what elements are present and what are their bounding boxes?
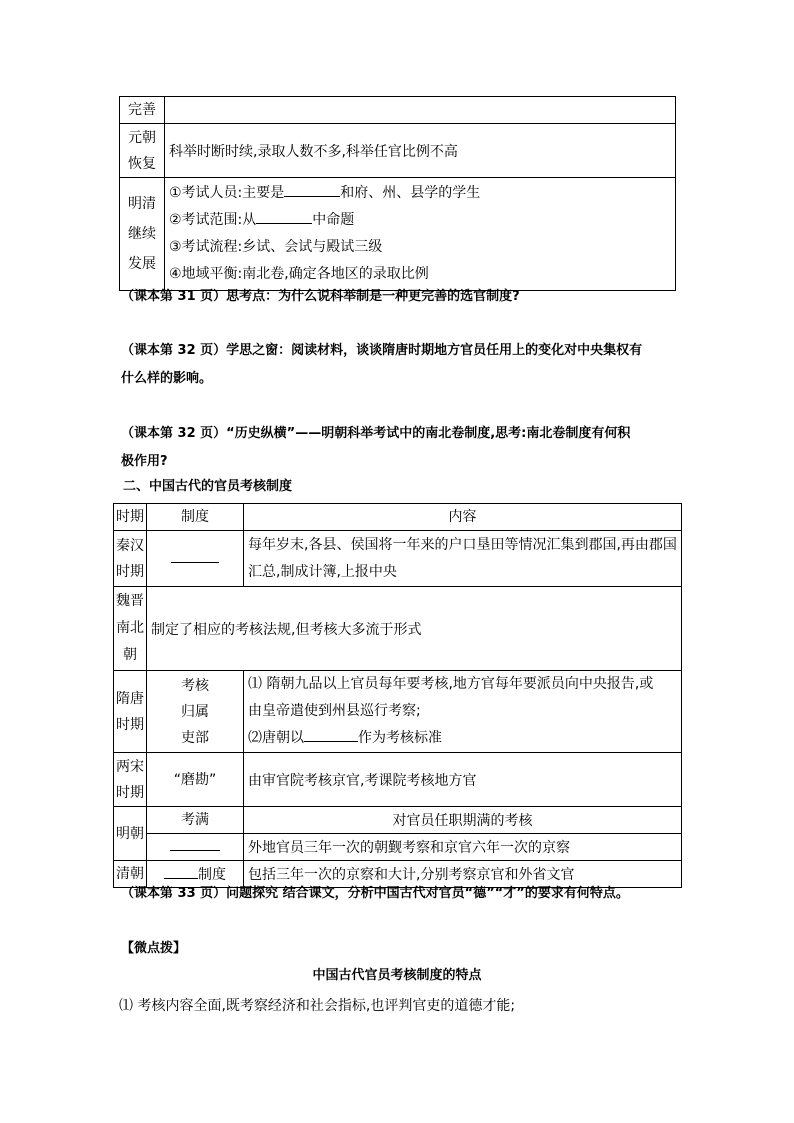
label-line: 恢复	[128, 155, 156, 172]
row-label-mingqing	[120, 178, 165, 291]
content-line	[169, 180, 675, 207]
label-line: 魏晋	[116, 593, 144, 609]
content-weijin: 制定了相应的考核法规,但考核大多流于形式	[147, 587, 682, 671]
content-line: ③考试流程:乡试、会试与殿试三级	[169, 239, 383, 255]
row-label-yuan	[120, 124, 165, 178]
text: 制度	[198, 867, 226, 883]
label-line: 秦汉	[116, 537, 144, 554]
label-line: 隋唐	[116, 690, 144, 707]
content-qing: 包括三年一次的京察和大计,分别考察京官和外省文官	[244, 861, 682, 888]
fill-blank[interactable]	[284, 195, 340, 197]
period-qing: 清朝	[114, 861, 147, 888]
label-line: 吏部	[181, 729, 209, 746]
text: ⑵唐朝以	[248, 730, 304, 746]
period-liangsong	[114, 753, 147, 807]
content-line: 每年岁末,各县、侯国将一年来的户口垦田等情况汇集到郡国,再由郡国	[248, 536, 677, 553]
content-ming-2: 外地官员三年一次的朝觐考察和京官六年一次的京察	[244, 834, 682, 861]
question-4: （课本第 33 页）问题探究 结合课文，分析中国古代对官员“德”“才”的要求有何特点。	[121, 886, 629, 901]
system-ming-1: 考满	[147, 807, 244, 834]
fill-blank[interactable]	[164, 877, 198, 879]
label-line: 两宋	[116, 758, 144, 775]
period-qinhan	[114, 531, 147, 587]
content-line: 由皇帝遣使到州县巡行考察;	[248, 703, 421, 719]
question-3	[121, 420, 630, 476]
tip-title: 【微点拨】	[121, 941, 187, 956]
label-line: 发展	[128, 256, 156, 272]
header-content: 内容	[244, 504, 682, 531]
fill-blank[interactable]	[170, 849, 220, 851]
label-line: 元朝	[128, 129, 156, 146]
content-ming-1: 对官员任职期满的考核	[244, 807, 682, 834]
tip-heading: 中国古代官员考核制度的特点	[312, 968, 482, 983]
system-qinhan	[147, 531, 244, 587]
header-system: 制度	[147, 504, 244, 531]
label-line: 朝	[123, 647, 137, 663]
tip-line-1: ⑴ 考核内容全面,既考察经济和社会指标,也评判官吏的道德才能;	[119, 998, 516, 1014]
text: 和府、州、县学的学生	[340, 185, 481, 201]
fill-blank[interactable]	[171, 561, 219, 563]
label-line: 南北	[116, 620, 144, 636]
question-2	[121, 337, 642, 393]
label-line: 考核	[181, 677, 209, 694]
fill-blank[interactable]	[304, 740, 358, 742]
question-line: 什么样的影响。	[121, 371, 213, 386]
content-line: ④地域平衡:南北卷,确定各地区的录取比例	[169, 266, 429, 282]
label-line: 时期	[116, 563, 144, 580]
period-weijin	[114, 587, 147, 671]
question-line: （课本第 32 页）学思之窗：阅读材料，谈谈隋唐时期地方官员任用上的变化对中央集权有	[121, 343, 643, 358]
label-line: 继续	[128, 226, 156, 242]
question-1: （课本第 31 页）思考点：为什么说科举制是一种更完善的选官制度?	[121, 289, 520, 304]
content-line	[169, 207, 675, 234]
content-line: ⑴ 隋朝九品以上官员每年要考核,地方官每年要派员向中央报告,或	[248, 676, 654, 692]
system-suitang	[147, 671, 244, 753]
text: ②考试范围:从	[169, 212, 257, 228]
fill-blank[interactable]	[256, 222, 312, 224]
row-label-wanshan: 完善	[120, 97, 165, 124]
imperial-exam-table	[119, 96, 676, 291]
period-suitang	[114, 671, 147, 753]
system-ming-2	[147, 834, 244, 861]
content-liangsong: 由审官院考核京官,考课院考核地方官	[244, 753, 682, 807]
label-line: 时期	[116, 784, 144, 801]
content-line	[248, 725, 681, 752]
row-content-wanshan	[165, 97, 676, 124]
text: ①考试人员:主要是	[169, 185, 285, 201]
period-ming: 明朝	[114, 807, 147, 861]
header-period: 时期	[114, 504, 147, 531]
question-line: （课本第 32 页）“历史纵横”——明朝科举考试中的南北卷制度,思考:南北卷制度有何积	[121, 426, 631, 441]
official-assessment-table	[113, 503, 682, 888]
section-2-title: 二、中国古代的官员考核制度	[123, 479, 293, 494]
row-content-mingqing	[165, 178, 676, 291]
text: 作为考核标准	[358, 730, 442, 746]
system-liangsong: “磨勘”	[147, 753, 244, 807]
text: 中命题	[312, 212, 355, 228]
label-line: 明清	[128, 196, 156, 212]
question-line: 极作用?	[121, 454, 168, 469]
label-line: 时期	[116, 716, 144, 733]
content-suitang	[244, 671, 682, 753]
content-qinhan	[244, 531, 682, 587]
content-line: 汇总,制成计簿,上报中央	[248, 563, 397, 580]
label-line: 归属	[181, 703, 209, 720]
row-content-yuan: 科举时断时续,录取人数不多,科举任官比例不高	[165, 124, 676, 178]
